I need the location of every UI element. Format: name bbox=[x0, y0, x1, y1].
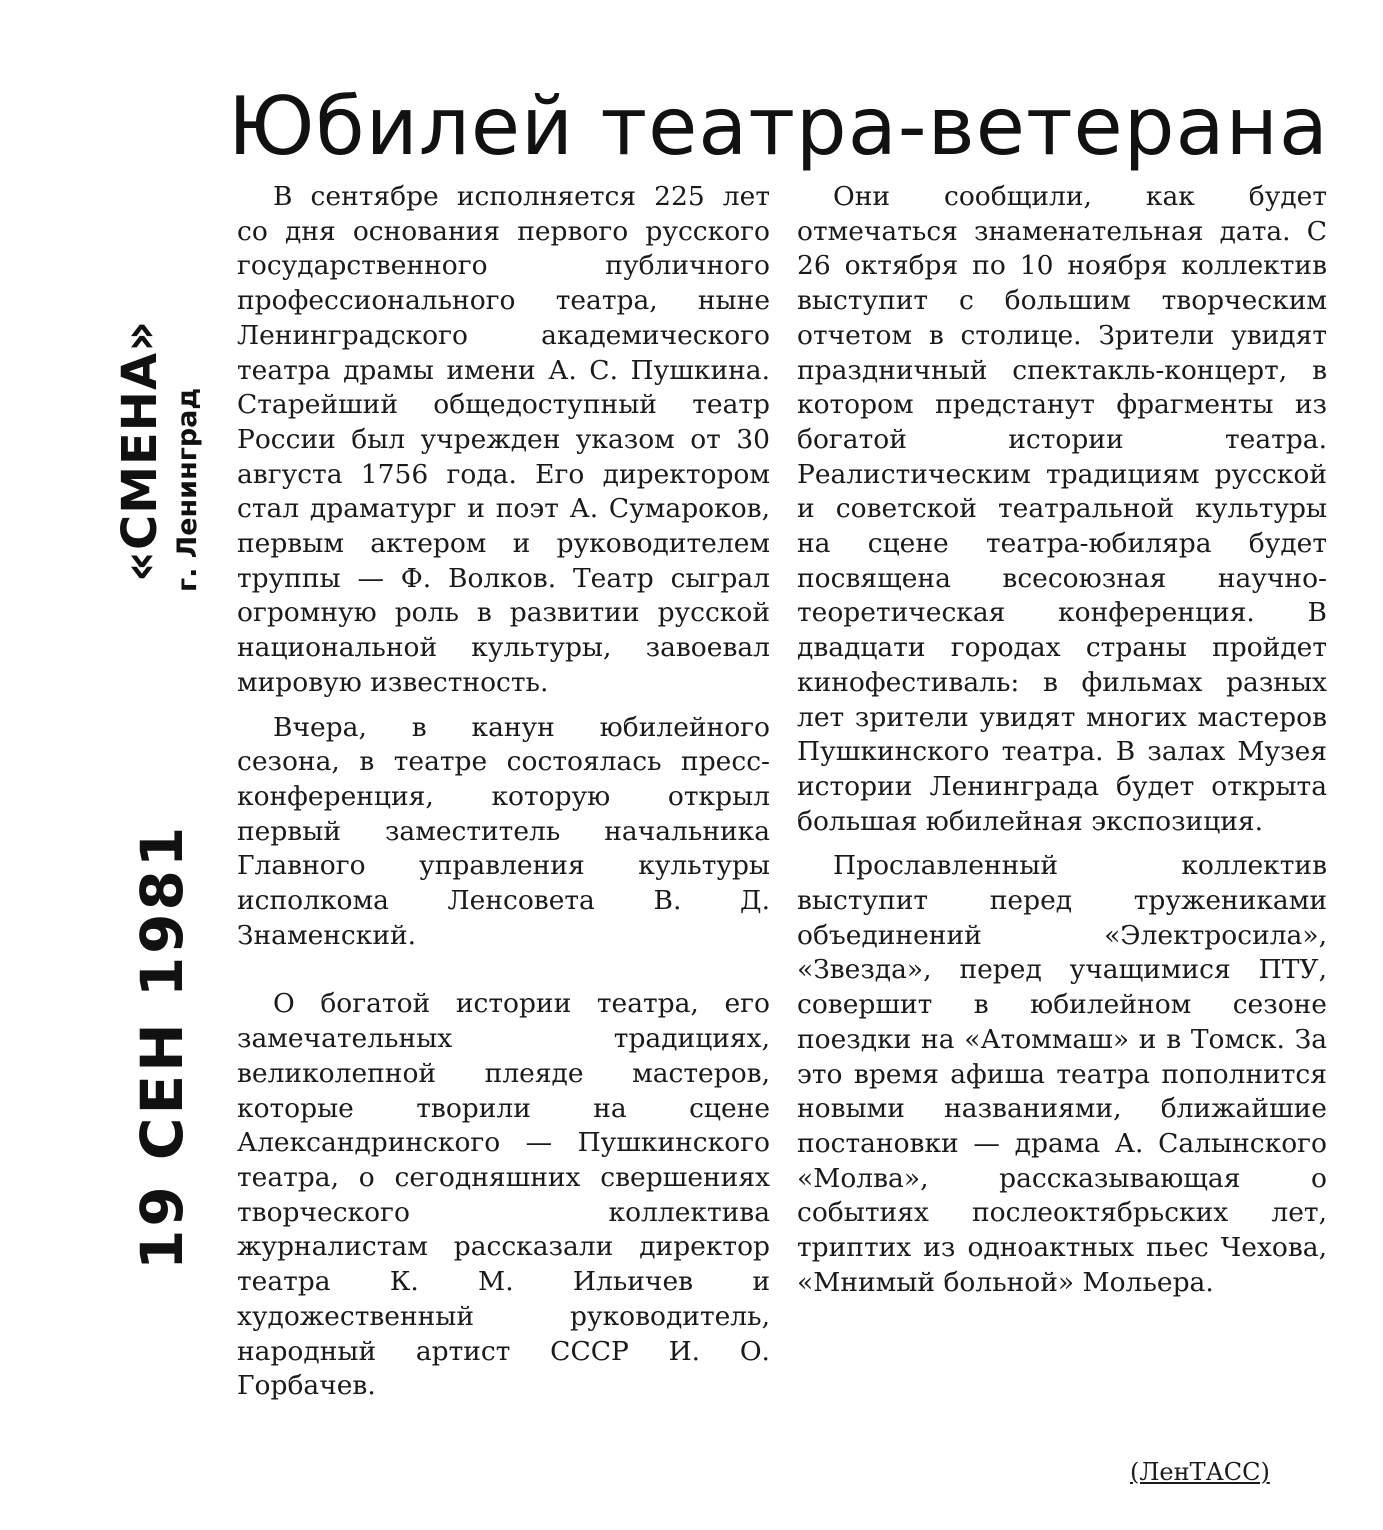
article-paragraph: Они сообщили, как будет отмечаться знаменательная дата. С 26 октября по 10 ноября коллектив выступит с большим творческим отчетом в столице. Зрители увидят праздничный спектакль-концерт, в котором предстанут фрагменты из богатой истории театра. Реалистическим традициям русской и советской театральной культуры на сцене театра-юбиляра будет посвящена всесоюзная научно-теоретическая конференция. В двадцати городах страны пройдет кинофестиваль: в фильмах разных лет зрители увидят многих мастеров Пушкинского театра. В залах Музея истории Ленинграда будет открыта большая юбилейная экспозиция. bbox=[797, 181, 1327, 837]
stamp-city: г. Ленинград bbox=[172, 387, 203, 592]
article-paragraph: В сентябре исполняется 225 лет со дня основания первого русского государственного публичного профессионального театра, ныне Ленинградского академического театра драмы имени А. С. Пушкина. Старейший общедоступный театр России был учрежден указом от 30 августа 1756 года. Его директором стал драматург и поэт А. Сумароков, первым актером и руководителем труппы — Ф. Волков. Театр сыграл огромную роль в развитии русской национальной культуры, завоевал мировую известность. bbox=[237, 181, 770, 698]
article-paragraph: Вчера, в канун юбилейного сезона, в театре состоялась пресс-конференция, которую открыл первый заместитель начальника Главного управления культуры исполкома Ленсовета В. Д. Знаменский. bbox=[237, 711, 770, 951]
article-paragraph: Прославленный коллектив выступит перед тружениками объединений «Электросила», «Звезда», перед учащимися ПТУ, совершит в юбилейном сезоне поездки на «Атоммаш» и в Томск. За это время афиша театра пополнится новыми названиями, ближайшие постановки — драма А. Салынского «Молва», рассказывающая о событиях послеоктябрьских лет, триптих из одноактных пьес Чехова, «Мнимый больной» Мольера. bbox=[797, 850, 1327, 1298]
article-source: (ЛенТАСС) bbox=[1130, 1458, 1270, 1486]
article-column-left bbox=[237, 180, 770, 1404]
article-title: Юбилей театра-ветерана bbox=[228, 80, 1329, 173]
newspaper-stamp bbox=[50, 319, 203, 1270]
article-column-right bbox=[797, 180, 1327, 1301]
article-paragraph: О богатой истории театра, его замечательных традициях, великолепной плеяде мастеров, которые творили на сцене Александринского — Пушкинского театра, о сегодняшних свершениях творческого коллектива журналистам рассказали директор театра К. М. Ильичев и художественный руководитель, народный артист СССР И. О. Горбачев. bbox=[237, 988, 770, 1402]
stamp-date: 19 СЕН 1981 bbox=[128, 823, 196, 1270]
stamp-newspaper-name: «СМЕНА» bbox=[112, 319, 168, 582]
